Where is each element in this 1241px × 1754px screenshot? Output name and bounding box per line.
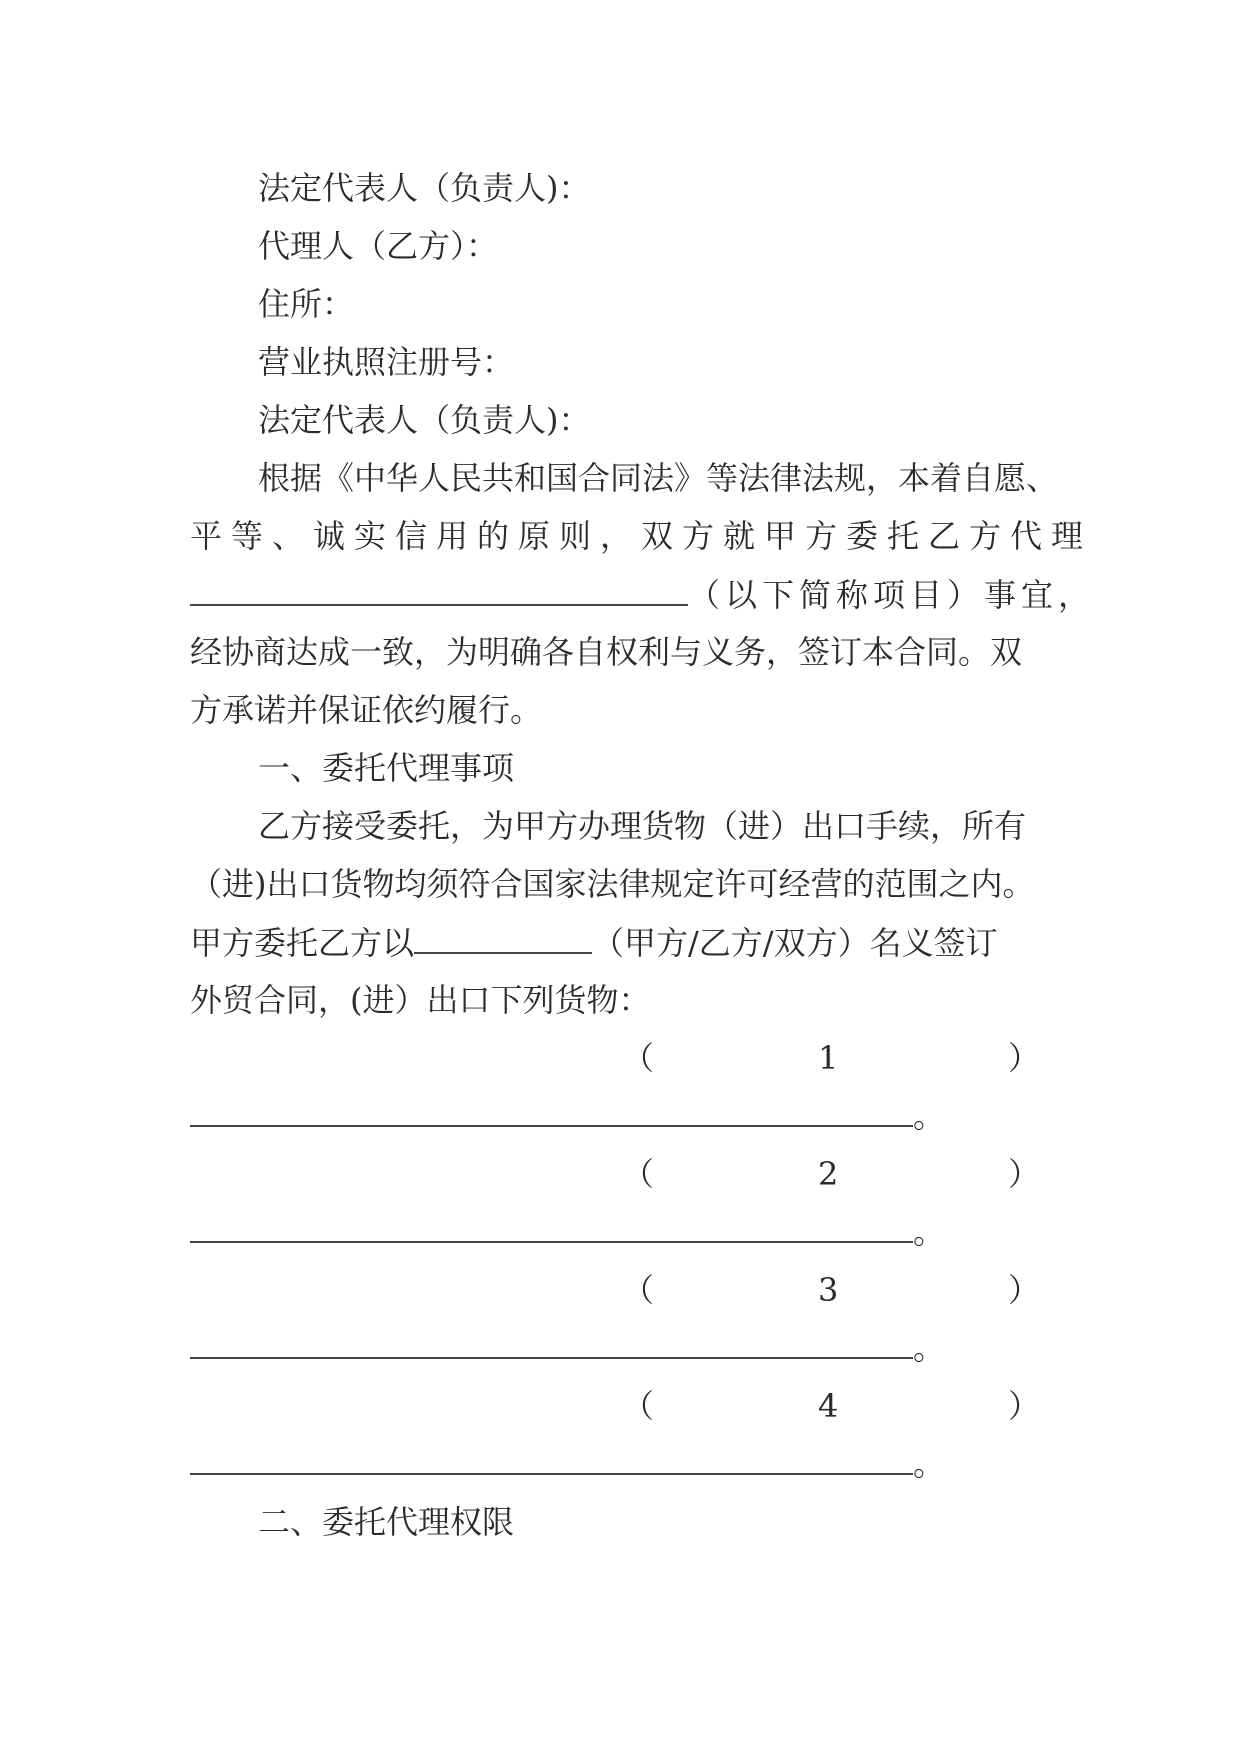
item-open-paren: （: [622, 1271, 655, 1309]
preamble-line-3: [190, 574, 1095, 615]
item-period: 。: [913, 1445, 946, 1483]
item-period: 。: [913, 1329, 946, 1367]
item-number: 2: [818, 1155, 839, 1193]
item-close-paren: ）: [1008, 1039, 1041, 1077]
section-1-line-3-start: 甲方委托乙方以: [190, 924, 415, 962]
item-period: 。: [913, 1097, 946, 1135]
preamble-line-2: 平等、诚实信用的原则，双方就甲方委托乙方代理: [190, 517, 1093, 555]
section-1-line-4: 外贸合同，(进）出口下列货物：: [190, 981, 651, 1019]
item-number: 1: [818, 1039, 839, 1077]
item-open-paren: （: [622, 1387, 655, 1425]
preamble-line-4: 经协商达成一致，为明确各自权利与义务，签订本合同。双: [190, 633, 1023, 671]
address-label: 住所：: [258, 285, 355, 323]
section-1-line-2: （进)出口货物均须符合国家法律规定许可经营的范围之内。: [190, 865, 1035, 903]
item-close-paren: ）: [1008, 1155, 1041, 1193]
goods-item-3-blank[interactable]: [190, 1357, 913, 1359]
preamble-line-1: 根据《中华人民共和国合同法》等法律法规，本着自愿、: [258, 459, 1059, 497]
goods-item-2-blank[interactable]: [190, 1241, 913, 1243]
party-b-representative-label: 法定代表人（负责人)：: [258, 401, 591, 439]
section-1-line-3: [190, 922, 998, 963]
section-1-line-1: 乙方接受委托，为甲方办理货物（进）出口手续，所有: [258, 807, 1027, 845]
project-name-blank[interactable]: [190, 574, 688, 606]
section-1-line-3-end: （甲方/乙方/双方）名义签订: [592, 924, 998, 962]
goods-item-1-blank[interactable]: [190, 1125, 913, 1127]
section-1-heading: 一、委托代理事项: [258, 749, 515, 787]
item-number: 4: [818, 1387, 839, 1425]
item-period: 。: [913, 1213, 946, 1251]
item-close-paren: ）: [1008, 1271, 1041, 1309]
goods-item-4-blank[interactable]: [190, 1473, 913, 1475]
item-open-paren: （: [622, 1039, 655, 1077]
agent-label: 代理人（乙方）：: [258, 227, 499, 265]
item-open-paren: （: [622, 1155, 655, 1193]
item-close-paren: ）: [1008, 1387, 1041, 1425]
item-number: 3: [818, 1271, 839, 1309]
business-license-label: 营业执照注册号：: [258, 343, 515, 381]
contract-party-blank[interactable]: [414, 922, 592, 954]
preamble-line-3-text: （以下简称项目）事宜，: [688, 576, 1096, 614]
preamble-line-5: 方承诺并保证依约履行。: [190, 691, 543, 729]
section-2-heading: 二、委托代理权限: [258, 1503, 515, 1541]
party-a-representative-label: 法定代表人（负责人)：: [258, 169, 591, 207]
